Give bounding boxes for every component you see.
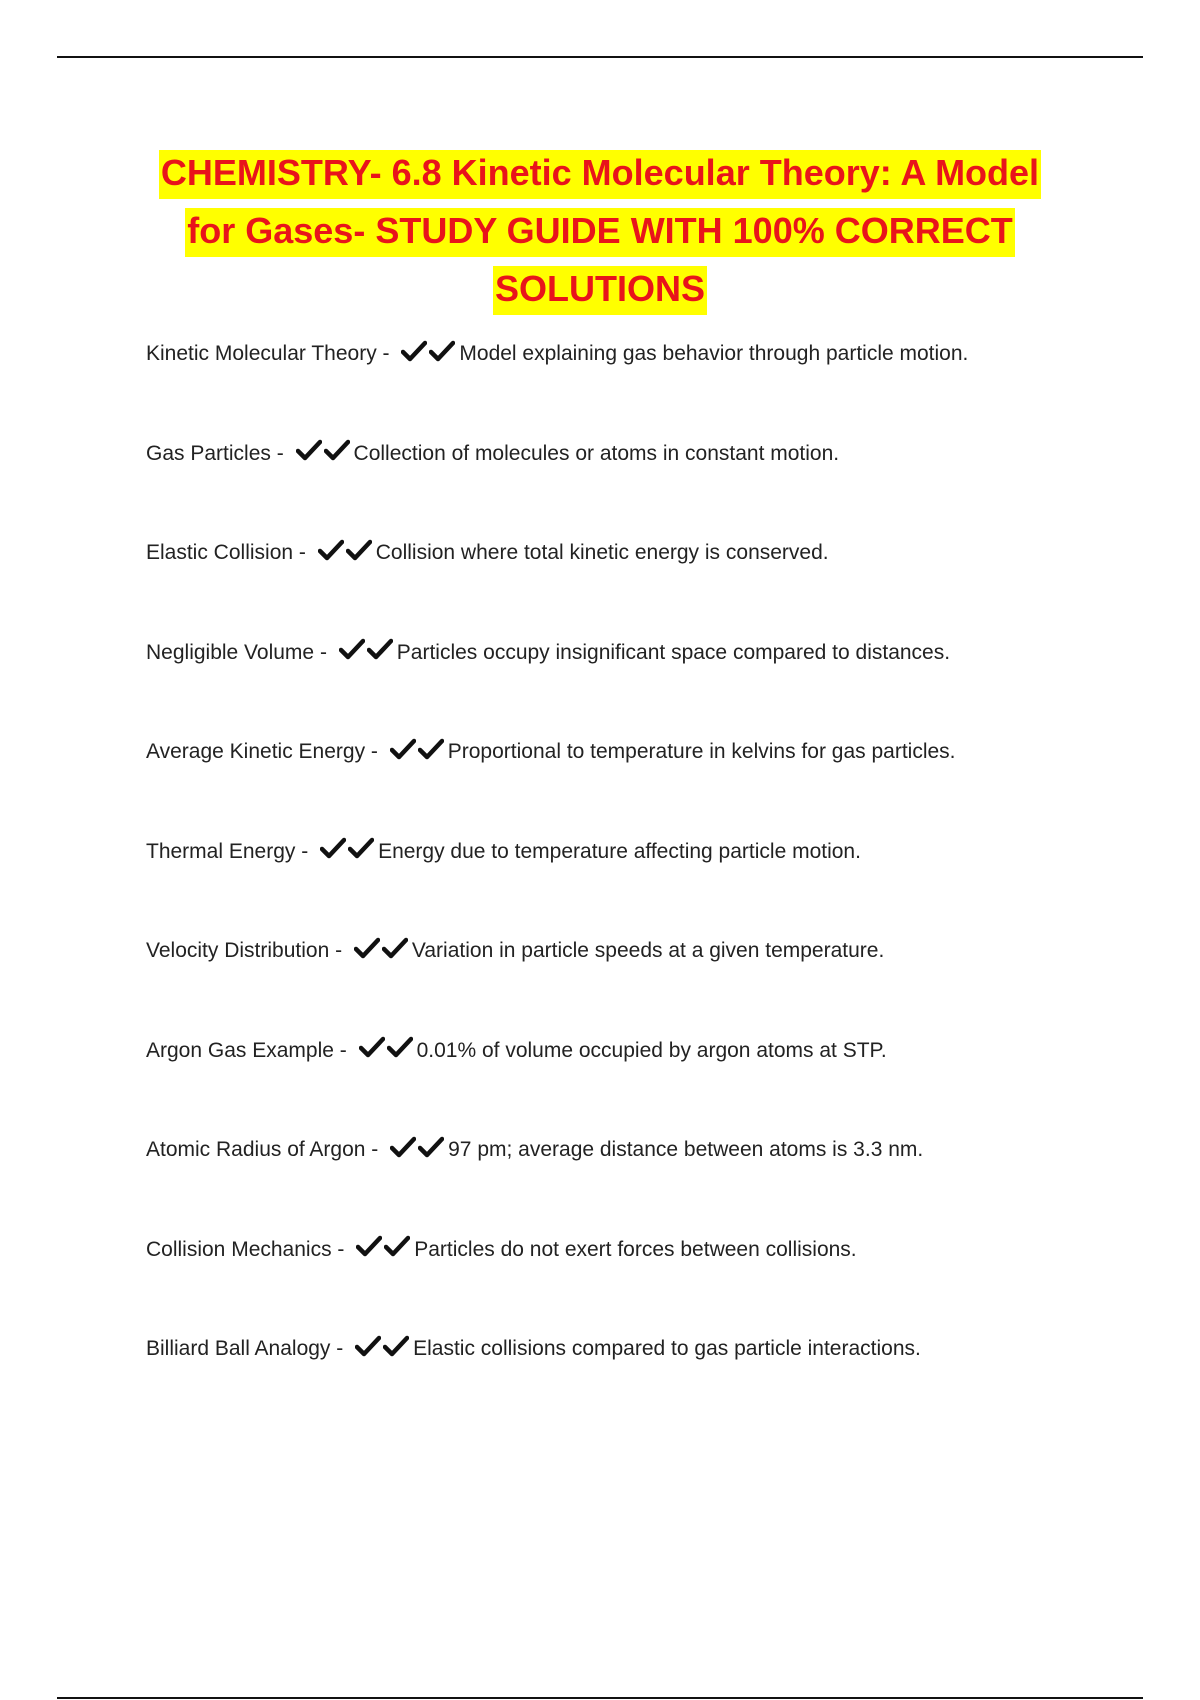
entry-term: Gas Particles [146, 441, 271, 465]
entry-definition: Collection of molecules or atoms in constant motion. [353, 441, 840, 465]
entry-definition: Variation in particle speeds at a given temperature. [411, 939, 885, 962]
entry-definition: Particles occupy insignificant space compared to distances. [396, 640, 951, 664]
check-marks [354, 931, 410, 971]
check-mark-icon [367, 638, 395, 662]
entry-definition: 97 pm; average distance between atoms is 3.3 nm. [448, 1138, 924, 1161]
check-mark-icon [429, 340, 457, 364]
glossary-entry [146, 1130, 1126, 1230]
entry-definition: Particles do not exert forces between collisions. [414, 1237, 857, 1261]
entry-definition: Collision where total kinetic energy is conserved. [375, 541, 829, 564]
title-line [100, 260, 1100, 318]
glossary-entry [146, 1031, 1126, 1131]
entry-separator: - [365, 740, 384, 763]
check-marks [318, 533, 374, 573]
document-title [100, 144, 1100, 318]
check-mark-icon [355, 1335, 383, 1359]
entry-term: Elastic Collision [146, 541, 294, 564]
glossary-entry [146, 1329, 1126, 1429]
check-marks [401, 334, 457, 374]
check-mark-icon [320, 837, 348, 861]
check-marks [390, 1130, 446, 1170]
glossary-list [146, 334, 1126, 1429]
entry-term: Atomic Radius of Argon [146, 1138, 366, 1161]
bottom-rule [57, 1697, 1143, 1699]
check-marks [390, 732, 446, 772]
check-marks [296, 434, 352, 474]
check-mark-icon [346, 539, 374, 563]
check-mark-icon [390, 738, 418, 762]
entry-separator: - [331, 1237, 351, 1261]
check-mark-icon [354, 937, 382, 961]
entry-definition: Energy due to temperature affecting particle motion. [378, 839, 861, 863]
entry-term: Velocity Distribution [146, 939, 330, 962]
entry-term: Average Kinetic Energy [146, 740, 366, 763]
check-marks [359, 1031, 415, 1071]
glossary-entry [146, 533, 1126, 633]
check-marks [339, 633, 395, 673]
title-line-text: CHEMISTRY- 6.8 Kinetic Molecular Theory: A Model [159, 150, 1041, 199]
check-mark-icon [324, 439, 352, 463]
glossary-entry [146, 732, 1126, 832]
glossary-entry [146, 434, 1126, 534]
title-line [100, 144, 1100, 202]
entry-term: Thermal Energy [146, 839, 296, 863]
check-mark-icon [296, 439, 324, 463]
title-line-text: for Gases- STUDY GUIDE WITH 100% CORRECT [185, 208, 1015, 257]
entry-separator: - [293, 541, 312, 564]
entry-separator: - [365, 1138, 385, 1161]
entry-separator: - [295, 839, 315, 863]
entry-term: Collision Mechanics [146, 1237, 332, 1261]
check-mark-icon [356, 1235, 384, 1259]
top-rule [57, 56, 1143, 58]
check-mark-icon [384, 1235, 412, 1259]
glossary-entry [146, 633, 1126, 733]
check-mark-icon [387, 1036, 415, 1060]
entry-separator: - [314, 640, 333, 664]
entry-term: Argon Gas Example [146, 1038, 334, 1062]
entry-definition: Model explaining gas behavior through particle motion. [459, 342, 969, 365]
glossary-entry [146, 1230, 1126, 1330]
title-line [100, 202, 1100, 260]
check-mark-icon [390, 1136, 418, 1160]
entry-term: Negligible Volume [146, 640, 315, 664]
check-mark-icon [418, 1136, 446, 1160]
title-line-text: SOLUTIONS [493, 266, 707, 315]
entry-separator: - [330, 1337, 350, 1360]
check-mark-icon [348, 837, 376, 861]
check-mark-icon [382, 937, 410, 961]
entry-separator: - [329, 939, 348, 962]
glossary-entry [146, 334, 1126, 434]
entry-term: Billiard Ball Analogy [146, 1337, 331, 1360]
check-mark-icon [383, 1335, 411, 1359]
entry-definition: 0.01% of volume occupied by argon atoms at STP. [416, 1038, 887, 1062]
check-mark-icon [339, 638, 367, 662]
check-marks [320, 832, 376, 872]
entry-separator: - [376, 342, 396, 365]
check-marks [355, 1329, 411, 1369]
check-marks [356, 1230, 412, 1270]
check-mark-icon [418, 738, 446, 762]
check-mark-icon [401, 340, 429, 364]
entry-separator: - [333, 1038, 353, 1062]
entry-definition: Elastic collisions compared to gas particle interactions. [413, 1337, 921, 1360]
glossary-entry [146, 832, 1126, 932]
entry-term: Kinetic Molecular Theory [146, 342, 377, 365]
entry-separator: - [270, 441, 290, 465]
check-mark-icon [359, 1036, 387, 1060]
check-mark-icon [318, 539, 346, 563]
entry-definition: Proportional to temperature in kelvins for gas particles. [447, 740, 956, 763]
glossary-entry [146, 931, 1126, 1031]
